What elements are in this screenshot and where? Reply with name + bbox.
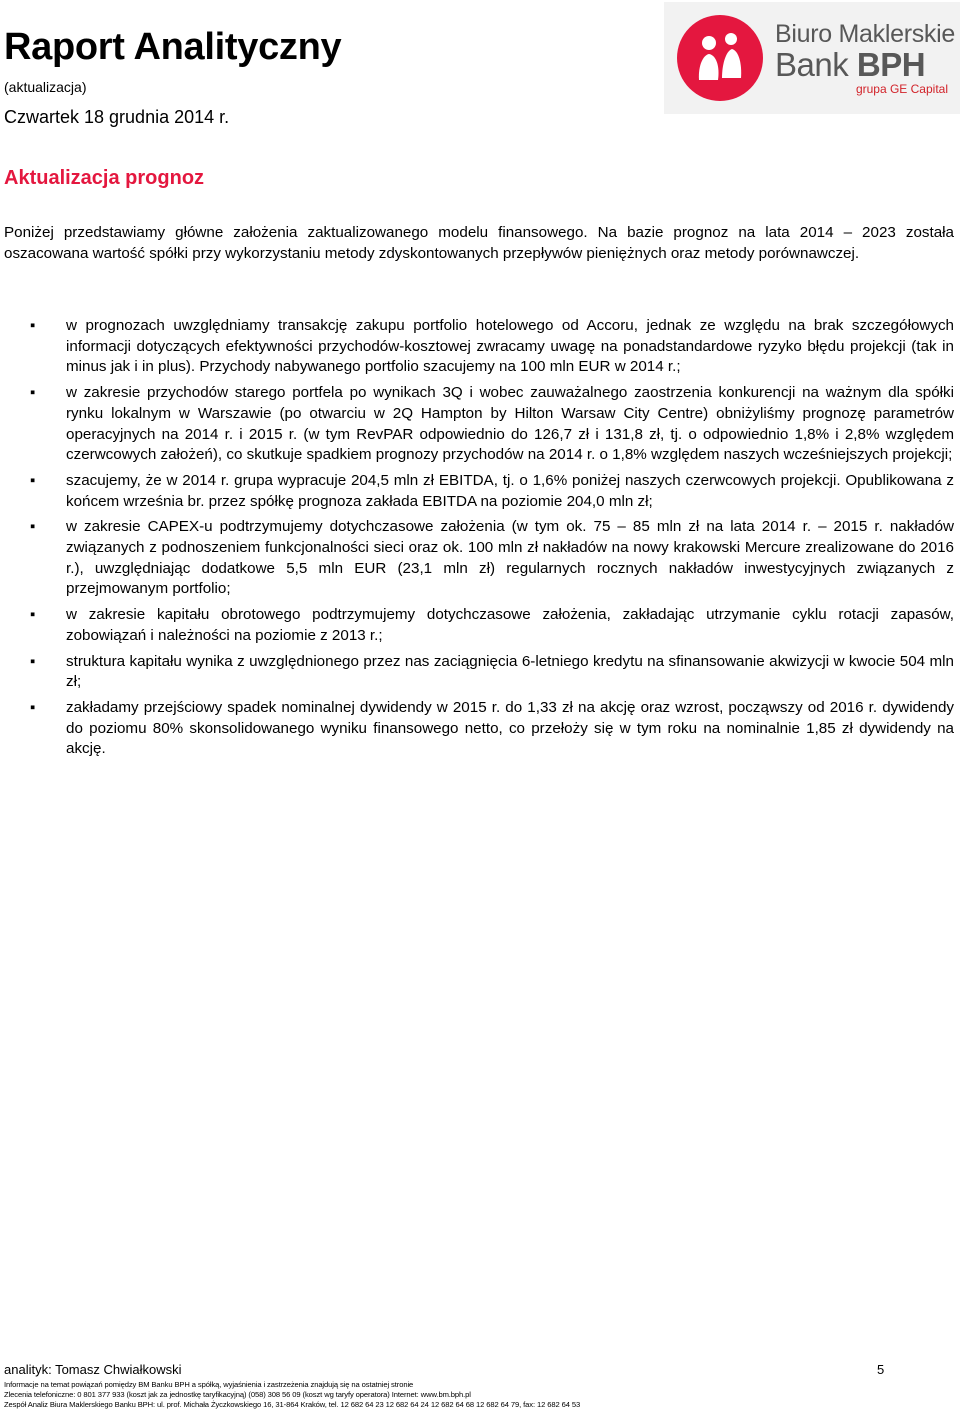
- list-item: [0, 605, 954, 646]
- list-item: [0, 652, 954, 693]
- bullet-square-icon: ▪: [30, 384, 36, 402]
- bullet-square-icon: ▪: [30, 652, 36, 670]
- intro-paragraph: Poniżej przedstawiamy główne założenia zaktualizowanego modelu finansowego. Na bazie prognoz na lata 2014 – 2023 została oszacowana wartość spółki przy wykorzystaniu metody zdyskontowanych przepływów pieniężnych oraz metody porównawczej.: [4, 224, 954, 262]
- footer-disclaimer: Informacje na temat powiązań pomiędzy BM Banku BPH a spółką, wyjaśnienia i zastrzeżenia znajdują się na ostatniej stronie: [4, 1380, 414, 1389]
- list-item: [0, 383, 954, 466]
- list-item: [0, 698, 954, 760]
- list-item-text: szacujemy, że w 2014 r. grupa wypracuje 204,5 mln zł EBITDA, tj. o 1,6% poniżej naszych czerwcowych projekcji. Opublikowana z końcem września br. przez spółkę prognoza zakłada EBITDA na poziomie 204,0 mln zł;: [66, 471, 954, 510]
- analyst-name: analityk: Tomasz Chwiałkowski: [4, 1362, 182, 1377]
- report-header: [0, 0, 960, 140]
- page-number: 5: [877, 1362, 885, 1377]
- list-item: [0, 517, 954, 600]
- bullet-square-icon: ▪: [30, 606, 36, 624]
- logo-text-bph: BPH: [856, 46, 926, 83]
- bullet-square-icon: ▪: [30, 471, 36, 489]
- bullet-square-icon: ▪: [30, 698, 36, 716]
- list-item-text: w zakresie kapitału obrotowego podtrzymujemy dotychczasowe założenia, zakładając utrzymanie cyklu rotacji zapasów, zobowiązań i należności na poziomie z 2013 r.;: [66, 606, 954, 644]
- report-title: Raport Analityczny: [4, 26, 342, 68]
- section-heading: Aktualizacja prognoz: [4, 167, 205, 189]
- footer-contact-orders: Zlecenia telefoniczne: 0 801 377 933 (koszt jak za jednostkę taryfikacyjną) (058) 308 56 09 (koszt wg taryfy operatora) Internet: www.bm.bph.pl: [4, 1390, 471, 1399]
- page-footer: [0, 1360, 960, 1411]
- footer-contact-team: Zespół Analiz Biura Maklerskiego Banku BPH: ul. prof. Michała Życzkowskiego 16, 31-864 Kraków, tel. 12 682 64 23 12 682 64 24 12 682 64 68 12 682 64 79, fax: 12 682 64 53: [4, 1400, 581, 1409]
- list-item-text: w prognozach uwzględniamy transakcję zakupu portfolio hotelowego od Accoru, jednak ze względu na brak szczegółowych informacji dotyczących efektywności przychodów-kosztowej zwracamy uwagę na ponadstandardowe ryzyko błędu projekcji (tak in minus jak i in plus). Przychody nabywanego portfolio szacujemy na 100 mln EUR w 2014 r.;: [66, 317, 954, 376]
- logo-text-bank-bph: [775, 46, 925, 84]
- list-item-text: zakładamy przejściowy spadek nominalnej dywidendy w 2015 r. do 1,33 zł na akcję oraz wzrost, począwszy od 2016 r. dywidendy do poziomu 80% skonsolidowanego wyniku finansowego netto, co przełoży się w tym roku na nominalnie 1,85 zł dywidendy na akcję.: [66, 698, 954, 758]
- list-item-text: w zakresie przychodów starego portfela po wynikach 3Q i wobec zauważalnego zaostrzenia konkurencji na ważnym dla spółki rynku lokalnym w Warszawie (po otwarciu w 2Q Hampton by Hilton Warsaw City Centre) obniżyliśmy prognozę parametrów operacyjnych na 2014 r. i 2015 r. (w tym RevPAR odpowiednio do 126,7 zł i 131,8 zł, tj. o odpowiednio 1,8% i 2,8% względem czerwcowych założeń), co skutkuje spadkiem prognozy przychodów na 2014 r. o 1,8% względem naszych wcześniejszych projekcji;: [66, 384, 954, 464]
- list-item: [0, 316, 954, 378]
- list-item-text: struktura kapitału wynika z uwzględnionego przez nas zaciągnięcia 6-letniego kredytu na sfinansowanie akwizycji w kwocie 504 mln zł;: [66, 652, 954, 691]
- bank-bph-logo: [664, 2, 960, 114]
- list-item: [0, 471, 954, 512]
- report-date: Czwartek 18 grudnia 2014 r.: [4, 107, 230, 127]
- bank-bph-logo-mark-icon: [676, 14, 764, 102]
- list-item-text: w zakresie CAPEX-u podtrzymujemy dotychczasowe założenia (w tym ok. 75 – 85 mln zł na lata 2014 r. – 2015 r. nakładów związanych z podnoszeniem funkcjonalności sieci oraz ok. 100 mln zł nakładów na nowy krakowski Mercure zrealizowane do 2016 r.), uwzględniając dodatkowe 5,5 mln EUR (23,1 mln zł) regularnych rocznych nakładów inwestycyjnych związanych z przejmowanym portfolio;: [66, 518, 954, 598]
- logo-text-bank: Bank: [775, 46, 857, 83]
- logo-text-biuro-maklerskie: Biuro Maklerskie: [775, 20, 955, 48]
- logo-text-grupa-ge-capital: grupa GE Capital: [855, 82, 948, 96]
- bullet-square-icon: ▪: [30, 518, 36, 536]
- assumptions-list: [0, 316, 960, 765]
- report-subtitle: (aktualizacja): [4, 79, 87, 95]
- bullet-square-icon: ▪: [30, 317, 36, 334]
